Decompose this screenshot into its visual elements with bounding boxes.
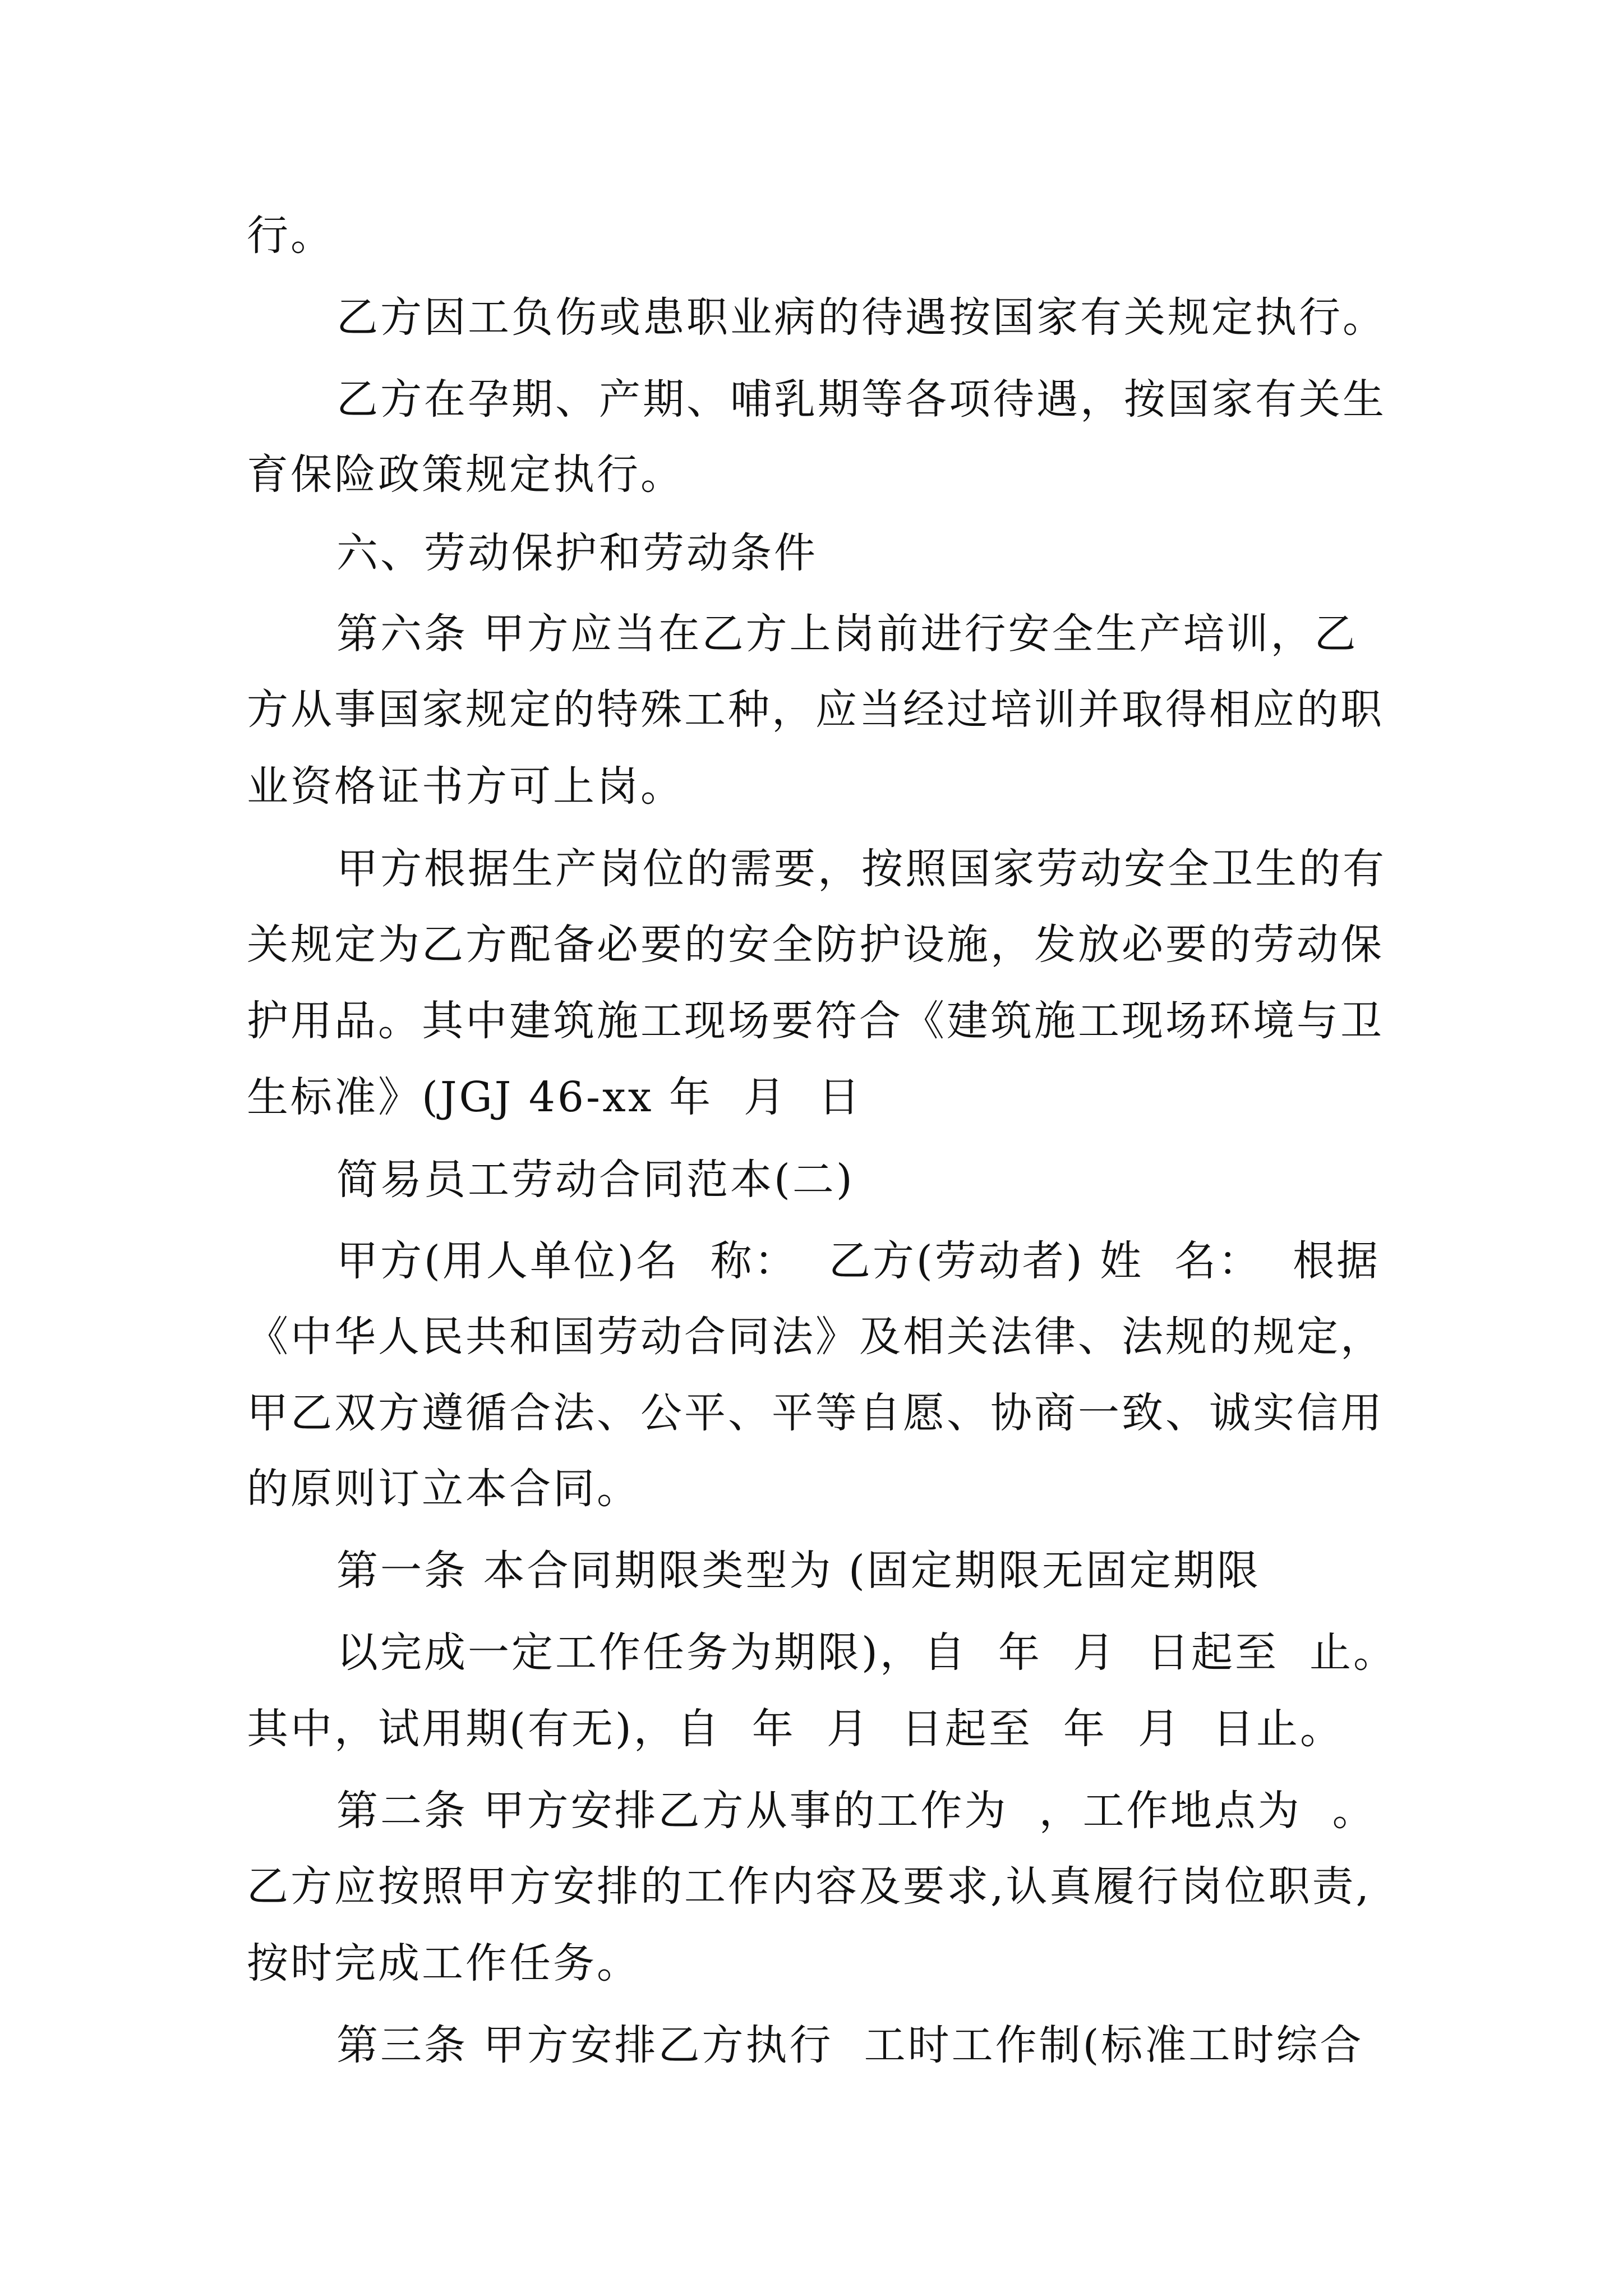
text-line-19: 以完成一定工作任务为期限)，自 年 月 日起至 止。 xyxy=(336,1628,1398,1677)
text-line-8: 业资格证书方可上岗。 xyxy=(247,762,684,811)
text-line-4: 育保险政策规定执行。 xyxy=(247,450,684,499)
text-line-22: 乙方应按照甲方安排的工作内容及要求,认真履行岗位职责, xyxy=(247,1862,1372,1911)
text-line-2: 乙方因工负伤或患职业病的待遇按国家有关规定执行。 xyxy=(336,293,1386,342)
text-line-15: 《中华人民共和国劳动合同法》及相关法律、法规的规定， xyxy=(247,1313,1384,1361)
document-subtitle: 简易员工劳动合同范本(二) xyxy=(336,1156,855,1204)
text-line-17: 的原则订立本合同。 xyxy=(247,1465,640,1513)
text-line-10: 关规定为乙方配备必要的安全防护设施，发放必要的劳动保 xyxy=(247,921,1384,969)
text-line-11: 护用品。其中建筑施工现场要符合《建筑施工现场环境与卫 xyxy=(247,997,1384,1045)
text-line-24: 第三条 甲方安排乙方执行 工时工作制(标准工时综合 xyxy=(336,2021,1364,2069)
text-line-6: 第六条 甲方应当在乙方上岗前进行安全生产培训，乙 xyxy=(336,610,1358,658)
section-heading: 六、劳动保护和劳动条件 xyxy=(336,529,818,577)
text-line-18: 第一条 本合同期限类型为 (固定期限无固定期限 xyxy=(336,1547,1261,1595)
text-line-12: 生标准》(JGJ 46-xx 年 月 日 xyxy=(247,1073,863,1121)
text-line-3: 乙方在孕期、产期、哺乳期等各项待遇，按国家有关生 xyxy=(336,375,1386,424)
text-line-23: 按时完成工作任务。 xyxy=(247,1939,640,1987)
text-line-16: 甲乙双方遵循合法、公平、平等自愿、协商一致、诚实信用 xyxy=(247,1389,1384,1437)
text-line-9: 甲方根据生产岗位的需要，按照国家劳动安全卫生的有 xyxy=(336,845,1386,893)
text-line-21: 第二条 甲方安排乙方从事的工作为 ，工作地点为 。 xyxy=(336,1787,1376,1835)
text-line-1: 行。 xyxy=(247,211,334,260)
text-line-20: 其中，试用期(有无)，自 年 月 日起至 年 月 日止。 xyxy=(247,1705,1344,1753)
text-line-14: 甲方(用人单位)名 称： 乙方(劳动者) 姓 名： 根据 xyxy=(336,1237,1381,1285)
text-line-7: 方从事国家规定的特殊工种，应当经过培训并取得相应的职 xyxy=(247,685,1384,734)
